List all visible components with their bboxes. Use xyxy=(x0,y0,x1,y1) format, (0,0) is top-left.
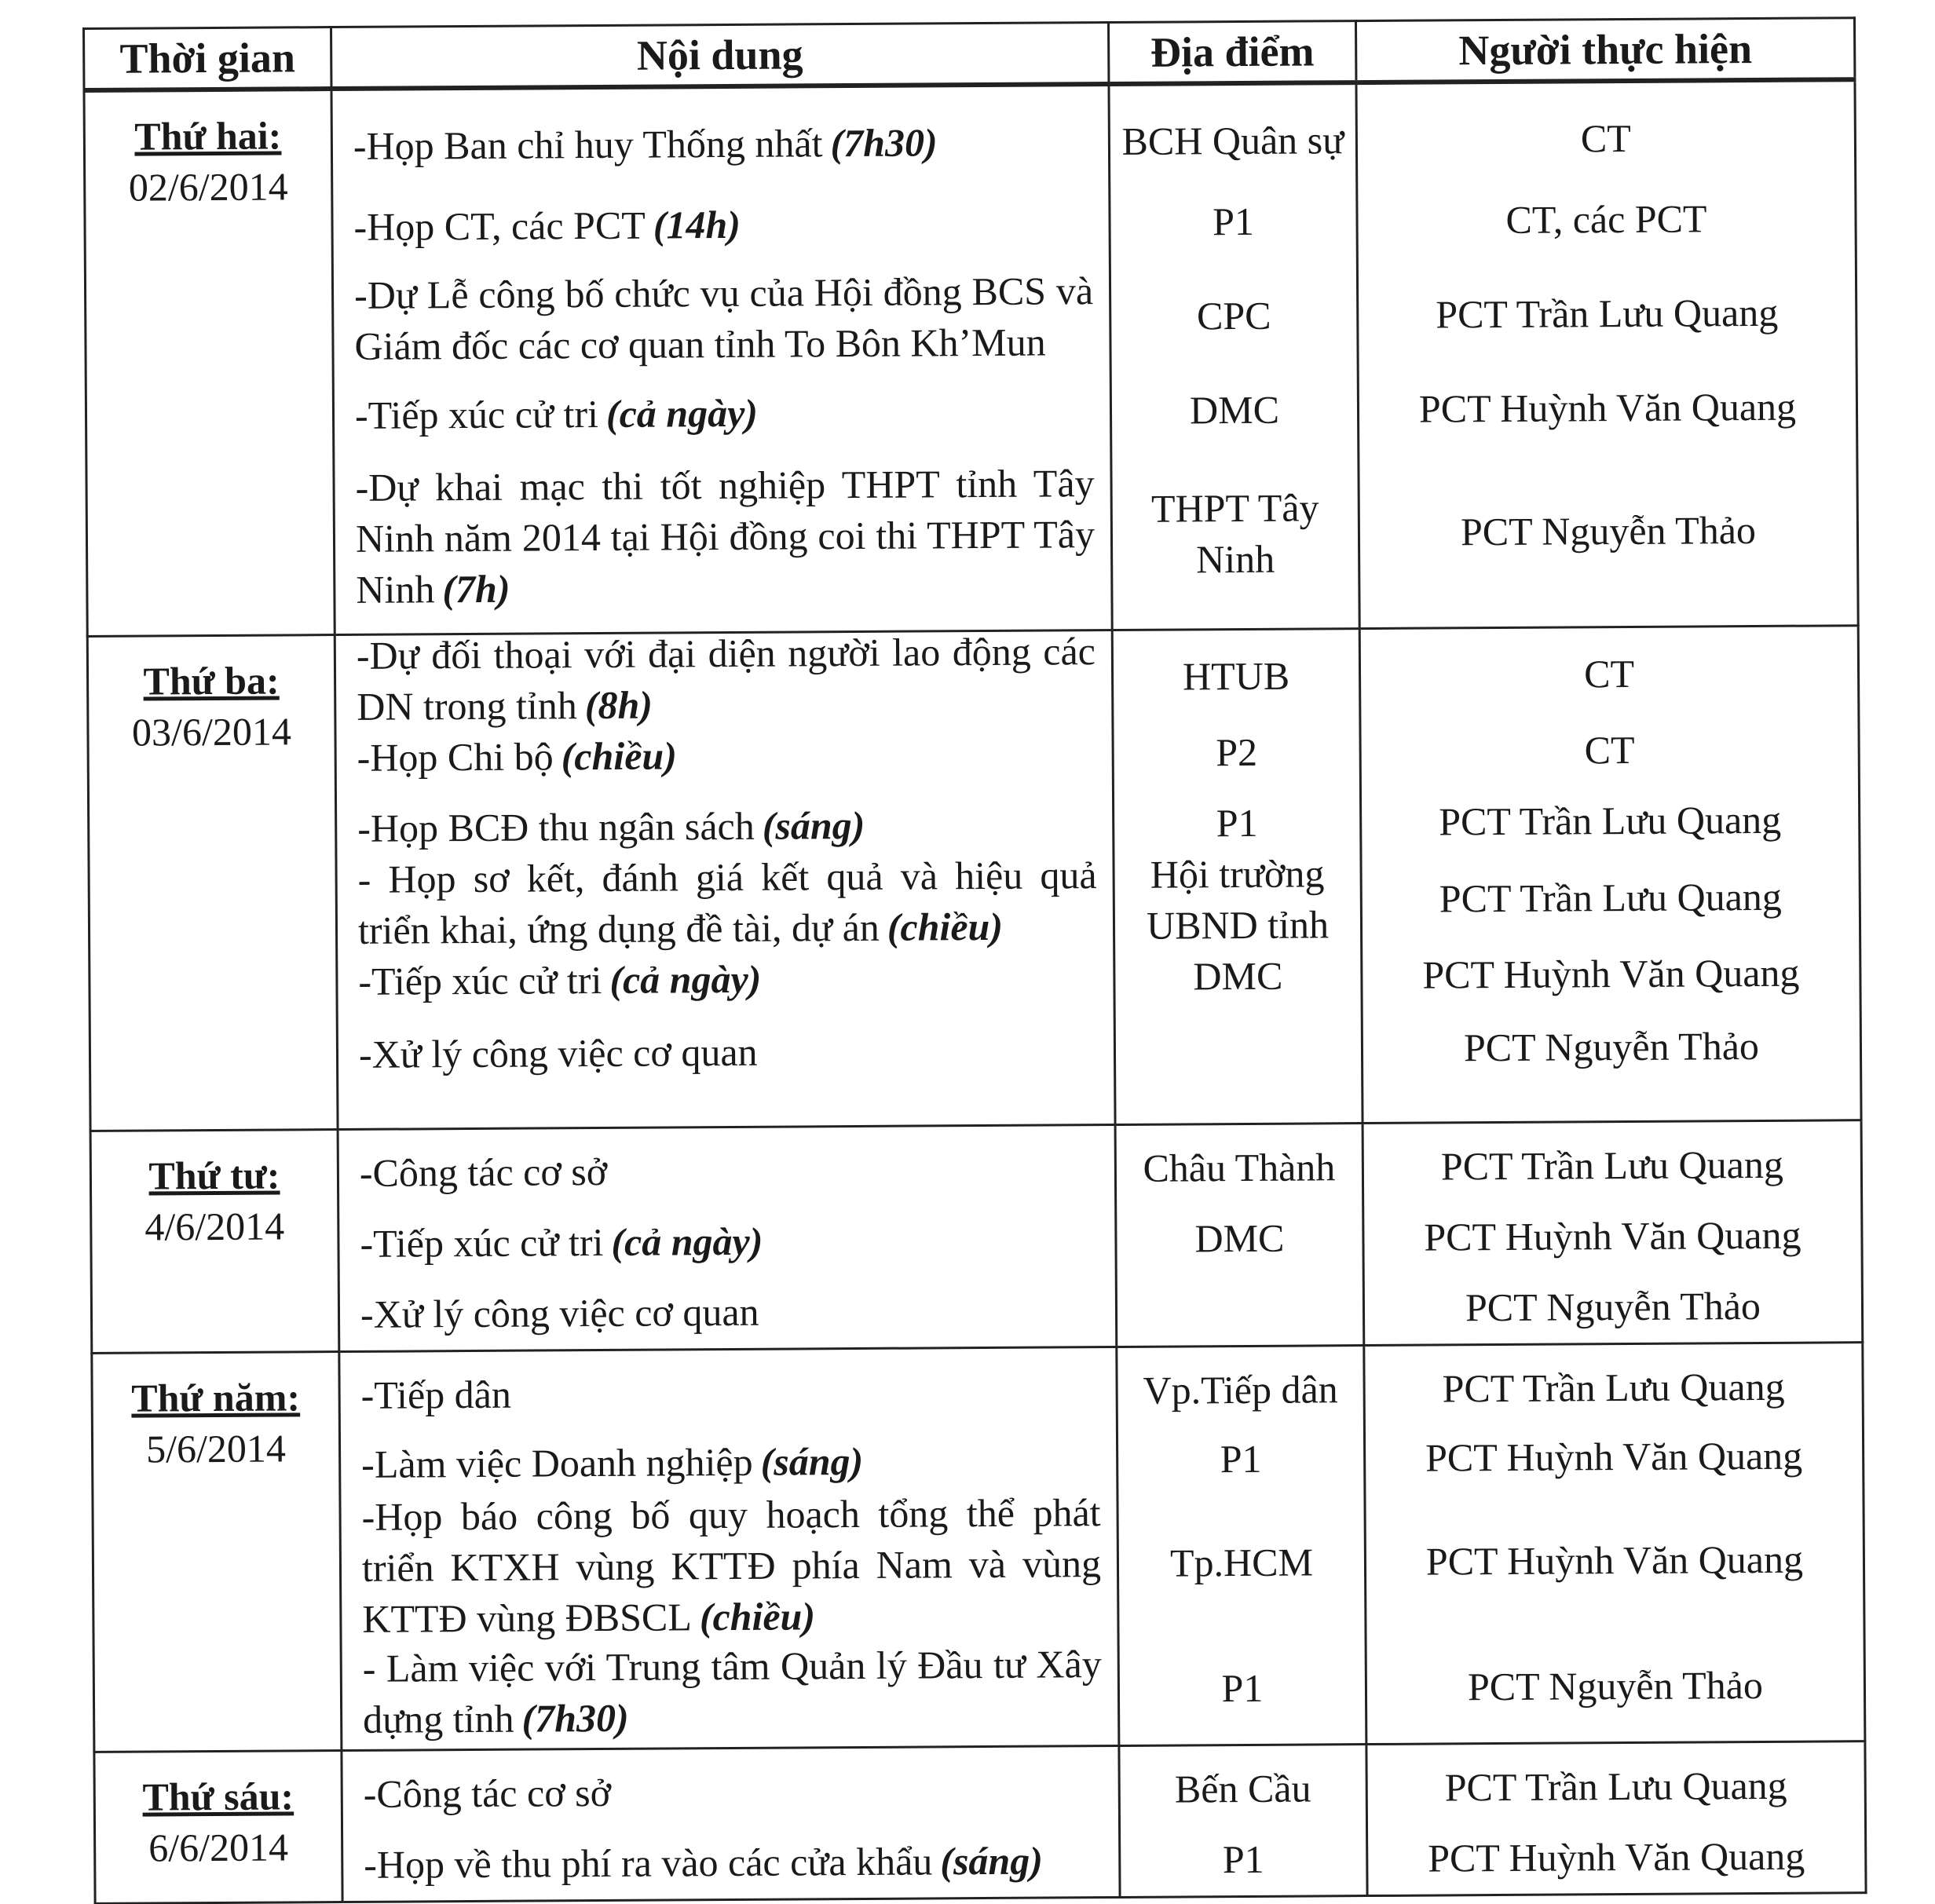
day-row xyxy=(92,1342,1865,1752)
content-entry xyxy=(342,1754,1118,1829)
content-entry xyxy=(338,1013,1114,1092)
content-line xyxy=(357,730,677,783)
place-entry: P1 xyxy=(1216,800,1258,846)
day-name: Thứ ba: xyxy=(143,657,280,703)
content-text: -Xử lý công việc cơ quan xyxy=(358,1029,758,1076)
content-line xyxy=(353,199,741,252)
person-entry: PCT Huỳnh Văn Quang xyxy=(1428,1833,1805,1880)
content-entry xyxy=(341,1426,1117,1497)
person-entry: CT xyxy=(1580,115,1632,161)
content-time: (cả ngày) xyxy=(609,956,762,1002)
content-line xyxy=(358,954,761,1007)
content-time: (sáng) xyxy=(940,1838,1044,1884)
place-entry: THPT Tây Ninh xyxy=(1150,484,1319,581)
content-cell xyxy=(335,630,1115,1129)
day-cell xyxy=(87,634,338,1131)
person-entry: PCT Trần Lưu Quang xyxy=(1442,1364,1785,1411)
day-name: Thứ hai: xyxy=(134,113,282,159)
content-line xyxy=(363,1639,1103,1745)
place-cell xyxy=(1119,1744,1367,1897)
content-text: -Dự Lễ công bố chức vụ của Hội đồng BCS và Giám đốc các cơ quan tỉnh To Bôn Kh’Mun xyxy=(353,269,1094,368)
content-entry xyxy=(336,718,1112,794)
content-line xyxy=(354,265,1094,372)
place-cell xyxy=(1112,628,1363,1124)
content-line xyxy=(353,117,938,172)
person-entry: PCT Huỳnh Văn Quang xyxy=(1425,1537,1804,1584)
day-cell xyxy=(94,1750,342,1903)
person-cell xyxy=(1356,79,1858,628)
content-line xyxy=(357,850,1097,956)
content-time: (7h) xyxy=(442,566,510,612)
content-entry xyxy=(340,1274,1116,1350)
content-time: (8h) xyxy=(584,682,653,728)
place-entry: P1 xyxy=(1212,199,1255,243)
content-entry xyxy=(341,1490,1117,1641)
schedule-document xyxy=(82,16,1864,1887)
day-cell xyxy=(92,1351,342,1752)
content-line xyxy=(364,1767,612,1820)
day-cell xyxy=(90,1129,339,1353)
person-entry: PCT Trần Lưu Quang xyxy=(1439,874,1782,920)
day-date: 5/6/2014 xyxy=(145,1425,287,1471)
person-entry: PCT Huỳnh Văn Quang xyxy=(1418,384,1797,431)
place-entry: DMC xyxy=(1189,387,1280,432)
place-cell xyxy=(1117,1345,1366,1745)
place-entry: Hội trường UBND tỉnh xyxy=(1146,851,1330,948)
content-time: (chiều) xyxy=(887,904,1004,949)
place-entry: Châu Thành xyxy=(1143,1145,1336,1190)
content-entry xyxy=(339,1204,1115,1280)
day-date: 6/6/2014 xyxy=(148,1824,289,1870)
content-entry xyxy=(336,629,1112,729)
header-person: Người thực hiện xyxy=(1355,18,1854,82)
person-cell xyxy=(1359,625,1861,1123)
content-line xyxy=(357,626,1096,733)
content-text: -Tiếp dân xyxy=(360,1372,512,1417)
content-text: -Họp báo công bố quy hoạch tổng thể phát triển KTXH vùng KTTĐ phía Nam và vùng KTTĐ vùng ĐBSCL xyxy=(361,1490,1102,1641)
place-entry: DMC xyxy=(1193,953,1283,999)
content-line xyxy=(360,1369,511,1421)
day-row xyxy=(90,1120,1863,1353)
content-time: (cả ngày) xyxy=(605,390,759,436)
content-entry xyxy=(333,93,1109,196)
place-entry: HTUB xyxy=(1182,653,1290,698)
content-time: (chiều) xyxy=(561,733,678,779)
person-entry: PCT Trần Lưu Quang xyxy=(1439,797,1782,844)
content-text: -Tiếp xúc cử tri xyxy=(358,957,602,1003)
day-name: Thứ sáu: xyxy=(142,1773,294,1819)
content-entry xyxy=(342,1634,1118,1749)
person-entry: PCT Nguyễn Thảo xyxy=(1460,507,1757,554)
content-text: -Dự đối thoại với đại diện người lao động các DN trong tỉnh xyxy=(356,629,1096,729)
content-line xyxy=(355,458,1095,616)
content-line xyxy=(359,1026,758,1080)
content-text: -Họp CT, các PCT xyxy=(353,203,646,249)
person-entry: PCT Nguyễn Thảo xyxy=(1463,1023,1760,1069)
day-date: 03/6/2014 xyxy=(131,708,292,755)
content-time: (7h30) xyxy=(830,120,938,166)
place-entry: Tp.HCM xyxy=(1169,1540,1314,1585)
content-cell xyxy=(342,1745,1120,1902)
place-entry: P1 xyxy=(1220,1436,1262,1481)
header-row xyxy=(84,18,1855,90)
content-entry xyxy=(339,1134,1115,1209)
person-entry: PCT Nguyễn Thảo xyxy=(1467,1662,1764,1709)
content-text: -Công tác cơ sở xyxy=(359,1149,608,1195)
person-entry: PCT Huỳnh Văn Quang xyxy=(1425,1433,1803,1480)
content-cell xyxy=(339,1347,1119,1750)
day-cell xyxy=(84,89,335,636)
person-cell xyxy=(1363,1120,1863,1345)
person-cell xyxy=(1366,1741,1866,1895)
person-cell xyxy=(1364,1342,1865,1744)
content-entry xyxy=(338,942,1114,1018)
header-place: Địa điểm xyxy=(1108,21,1355,84)
person-entry: PCT Huỳnh Văn Quang xyxy=(1422,950,1800,997)
person-entry: CT xyxy=(1583,651,1635,696)
place-entry: CPC xyxy=(1196,293,1271,338)
content-line xyxy=(355,387,758,440)
content-time: (sáng) xyxy=(762,802,865,848)
content-text: -Họp Chi bộ xyxy=(357,734,554,780)
person-entry: PCT Huỳnh Văn Quang xyxy=(1424,1212,1801,1259)
content-line xyxy=(364,1836,1043,1891)
content-text: -Họp Ban chỉ huy Thống nhất xyxy=(353,121,823,168)
content-line xyxy=(361,1487,1101,1645)
content-time: (sáng) xyxy=(760,1438,864,1484)
place-entry: P1 xyxy=(1221,1665,1264,1711)
day-date: 4/6/2014 xyxy=(144,1203,285,1249)
content-entry xyxy=(335,442,1110,631)
content-text: - Làm việc với Trung tâm Quản lý Đầu tư Xây dựng tỉnh xyxy=(362,1641,1102,1741)
person-entry: PCT Nguyễn Thảo xyxy=(1465,1283,1761,1330)
place-entry: Vp.Tiếp dân xyxy=(1143,1367,1338,1412)
content-cell xyxy=(338,1124,1117,1351)
place-cell xyxy=(1109,82,1359,630)
place-cell xyxy=(1115,1123,1364,1347)
person-entry: PCT Trần Lưu Quang xyxy=(1440,1142,1784,1189)
content-text: -Họp BCĐ thu ngân sách xyxy=(357,803,755,850)
person-entry: CT xyxy=(1584,727,1635,773)
content-text: -Họp về thu phí ra vào các cửa khẩu xyxy=(364,1839,933,1887)
content-text: -Tiếp xúc cử tri xyxy=(354,391,599,437)
place-entry xyxy=(1116,1011,1362,1087)
person-entry: PCT Trần Lưu Quang xyxy=(1444,1763,1787,1810)
content-entry xyxy=(340,1355,1116,1431)
person-entry: PCT Trần Lưu Quang xyxy=(1436,290,1779,336)
place-entry: BCH Quân sự xyxy=(1121,118,1344,163)
place-entry: P2 xyxy=(1216,729,1258,775)
content-entry xyxy=(335,379,1110,447)
place-entry xyxy=(1117,1274,1363,1346)
content-entry xyxy=(338,853,1114,952)
content-line xyxy=(357,800,865,854)
place-entry: P1 xyxy=(1222,1836,1264,1882)
content-text: -Tiếp xúc cử tri xyxy=(360,1219,604,1266)
content-line xyxy=(360,1216,763,1270)
place-entry: Bến Cầu xyxy=(1174,1766,1311,1811)
header-content: Nội dung xyxy=(331,23,1109,90)
content-time: (14h) xyxy=(653,202,741,247)
person-entry: CT, các PCT xyxy=(1505,196,1707,242)
content-cell xyxy=(331,84,1112,634)
content-time: (chiều) xyxy=(699,1594,816,1639)
content-entry xyxy=(334,254,1110,384)
content-line xyxy=(360,1287,759,1340)
day-name: Thứ tư: xyxy=(148,1152,280,1198)
schedule-table xyxy=(82,16,1867,1904)
content-text: -Làm việc Doanh nghiệp xyxy=(361,1439,753,1486)
content-line xyxy=(360,1146,608,1199)
day-date: 02/6/2014 xyxy=(128,164,288,210)
day-row xyxy=(84,79,1858,636)
content-line xyxy=(361,1435,863,1489)
content-time: (cả ngày) xyxy=(611,1219,763,1264)
content-text: - Họp sơ kết, đánh giá kết quả và hiệu quả triển khai, ứng dụng đề tài, dự án xyxy=(357,853,1097,952)
content-entry xyxy=(333,191,1108,258)
content-text: -Xử lý công việc cơ quan xyxy=(360,1289,759,1336)
content-text: -Dự khai mạc thi tốt nghiệp THPT tỉnh Tây Ninh năm 2014 tại Hội đồng coi thi THPT Tây Ninh xyxy=(355,461,1096,612)
content-time: (7h30) xyxy=(521,1695,629,1741)
place-entry: DMC xyxy=(1194,1215,1285,1261)
header-time: Thời gian xyxy=(84,27,331,90)
content-entry xyxy=(343,1825,1119,1900)
day-name: Thứ năm: xyxy=(131,1374,301,1420)
day-row xyxy=(87,625,1861,1131)
content-text: -Công tác cơ sở xyxy=(363,1770,612,1816)
day-row xyxy=(94,1741,1866,1903)
